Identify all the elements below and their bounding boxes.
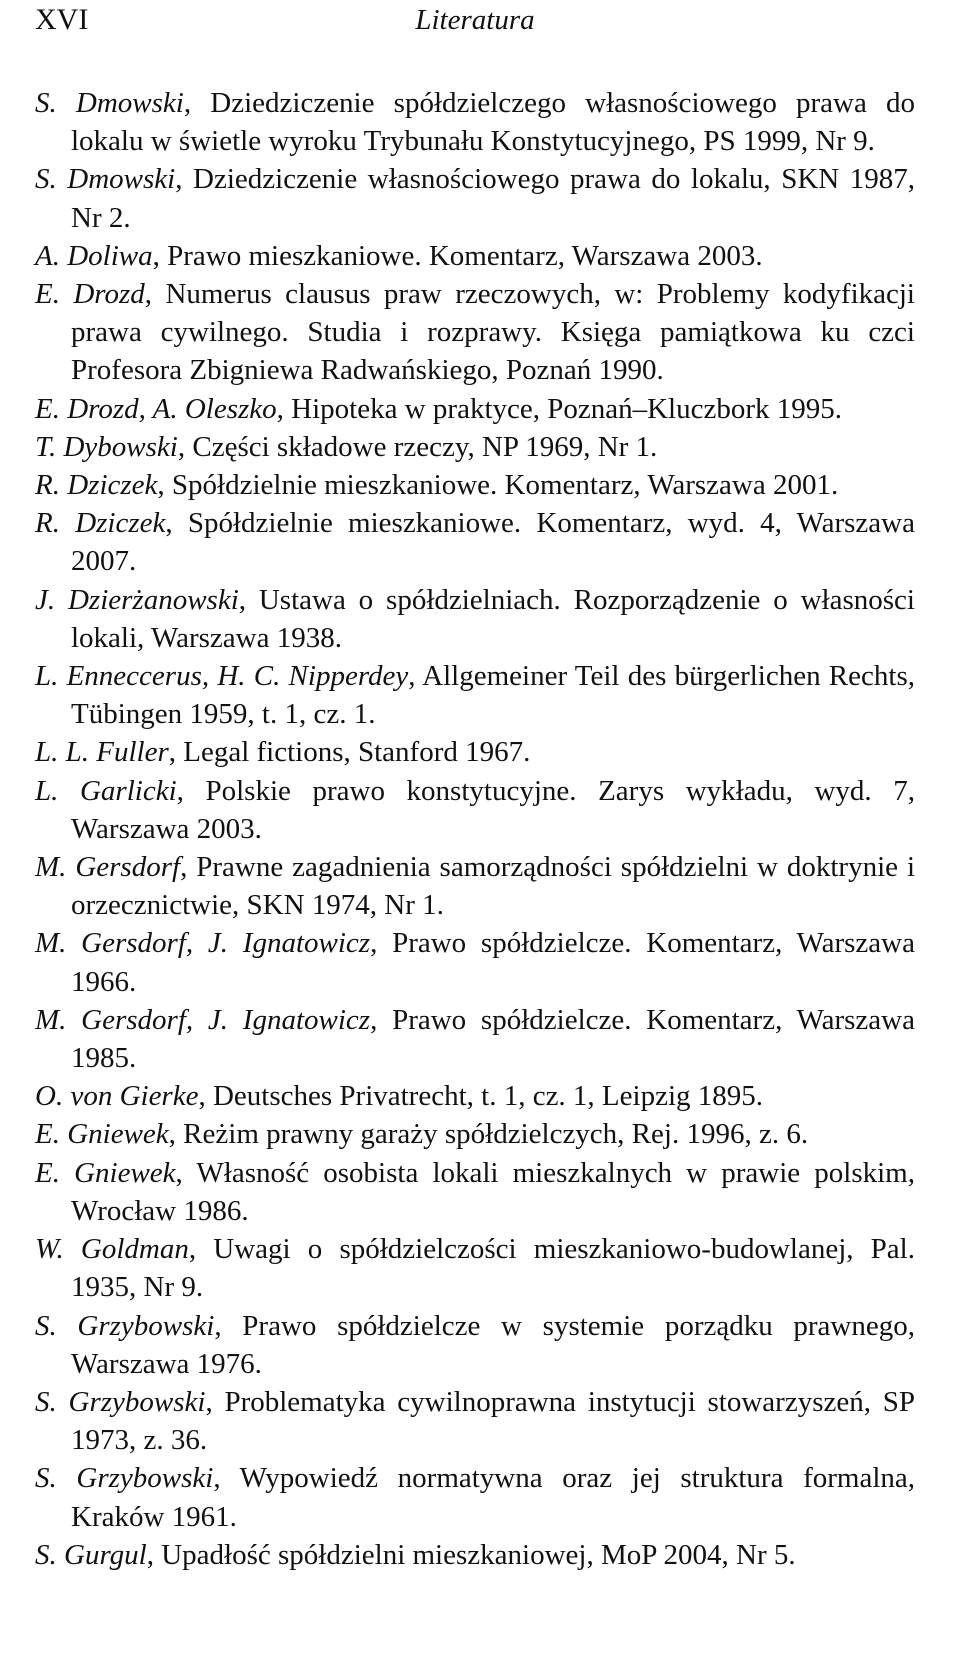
entry-text: , Spółdzielnie mieszkaniowe. Komentarz, wyd. 4, Warszawa 2007. [71,507,915,578]
entry-author: L. Enneccerus, H. C. Nipperdey [35,660,409,693]
entry-text: , Dziedziczenie spółdzielczego własnościowego prawa do lokalu w świetle wyroku Trybunału Konstytucyjnego, PS 1999, Nr 9. [71,87,915,158]
entry-author: E. Drozd [35,278,145,311]
entry-text: , Hipoteka w praktyce, Poznań–Kluczbork 1995. [276,392,843,425]
bibliography-entry [35,390,915,428]
entry-text: , Prawne zagadnienia samorządności spółdzielni w doktrynie i orzecznictwie, SKN 1974, Nr 1. [71,851,915,922]
entry-author: O. von Gierke [35,1080,199,1113]
entry-text: , Upadłość spółdzielni mieszkaniowej, MoP 2004, Nr 5. [146,1538,796,1571]
entry-text: , Polskie prawo konstytucyjne. Zarys wykładu, wyd. 7, Warszawa 2003. [71,774,915,845]
entry-text: , Prawo spółdzielcze. Komentarz, Warszawa 1985. [71,1003,915,1075]
bibliography-entry [35,848,915,924]
bibliography-entry [35,237,915,275]
section-title: Literatura [415,4,535,36]
bibliography-entry [35,275,915,390]
document-page [0,1,960,1661]
entry-text: , Ustawa o spółdzielniach. Rozporządzenie o własności lokali, Warszawa 1938. [71,583,915,654]
entry-text: , Problematyka cywilnoprawna instytucji stowarzyszeń, SP 1973, z. 36. [71,1385,915,1457]
entry-text: , Uwagi o spółdzielczości mieszkaniowo-budowlanej, Pal. 1935, Nr 9. [71,1233,915,1304]
bibliography-entry [35,1154,915,1230]
entry-text: , Prawo mieszkaniowe. Komentarz, Warszawa 2003. [152,239,763,272]
entry-author: E. Gniewek [35,1118,169,1151]
entry-author: M. Gersdorf [35,851,181,884]
bibliography-entry [35,1383,915,1459]
entry-author: S. Grzybowski [35,1385,206,1418]
entry-text: , Deutsches Privatrecht, t. 1, cz. 1, Leipzig 1895. [198,1080,764,1113]
entry-text: , Numerus clausus praw rzeczowych, w: Problemy kodyfikacji prawa cywilnego. Studia i rozprawy. Księga pamiątkowa ku czci Profesora Zbigniewa Radwańskiego, Poznań 1990. [71,278,915,387]
entry-author: E. Drozd, A. Oleszko [35,392,277,425]
bibliography-entry [35,1077,915,1115]
entry-text: , Dziedziczenie własnościowego prawa do lokalu, SKN 1987, Nr 2. [71,163,915,234]
bibliography-entry [35,428,915,466]
entry-author: S. Gurgul [35,1538,147,1571]
bibliography-entry [35,657,915,733]
entry-author: T. Dybowski [35,430,178,463]
entry-text: , Wypowiedź normatywna oraz jej struktura formalna, Kraków 1961. [71,1462,916,1533]
entry-text: , Legal fictions, Stanford 1967. [168,736,531,769]
bibliography-entry [35,504,915,580]
bibliography-entry [35,1536,915,1574]
entry-author: L. Garlicki [35,774,177,807]
entry-text: , Prawo spółdzielcze. Komentarz, Warszawa 1966. [71,927,915,998]
entry-text: , Reżim prawny garaży spółdzielczych, Rej. 1996, z. 6. [168,1118,809,1151]
bibliography-entry [35,1115,915,1153]
bibliography-entry [35,84,915,160]
bibliography-entry [35,1001,915,1077]
entry-author: S. Dmowski [35,87,184,119]
bibliography-entry [35,733,915,771]
page-number: XVI [35,3,89,36]
entry-author: A. Doliwa [35,239,153,272]
entry-author: M. Gersdorf, J. Ignatowicz [35,927,371,960]
entry-author: R. Dziczek [35,469,158,502]
running-head [35,1,915,41]
bibliography-entry [35,466,915,504]
bibliography-entry [35,1307,915,1383]
entry-author: E. Gniewek [35,1156,176,1189]
bibliography-entry [35,1230,915,1306]
entry-text: , Allgemeiner Teil des bürgerlichen Rechts, Tübingen 1959, t. 1, cz. 1. [71,660,915,731]
entry-author: S. Dmowski [35,163,176,196]
entry-author: W. Goldman [35,1233,189,1266]
entry-author: S. Grzybowski [35,1309,215,1342]
entry-text: , Spółdzielnie mieszkaniowe. Komentarz, Warszawa 2001. [157,469,839,502]
entry-author: S. Grzybowski [35,1462,214,1495]
entry-author: J. Dzierżanowski [35,583,239,616]
bibliography-entry [35,581,915,657]
entry-text: , Własność osobista lokali mieszkalnych w prawie polskim, Wrocław 1986. [71,1156,915,1227]
entry-text: , Prawo spółdzielcze w systemie porządku prawnego, Warszawa 1976. [71,1309,915,1380]
entry-author: M. Gersdorf, J. Ignatowicz [35,1003,371,1036]
entry-author: R. Dziczek [35,507,166,540]
bibliography-entry [35,772,915,848]
bibliography-entry [35,1459,915,1535]
bibliography-entry [35,924,915,1000]
bibliography-list [35,84,915,1574]
bibliography-entry [35,160,915,236]
entry-author: L. L. Fuller [35,736,169,769]
entry-text: , Części składowe rzeczy, NP 1969, Nr 1. [177,430,658,463]
